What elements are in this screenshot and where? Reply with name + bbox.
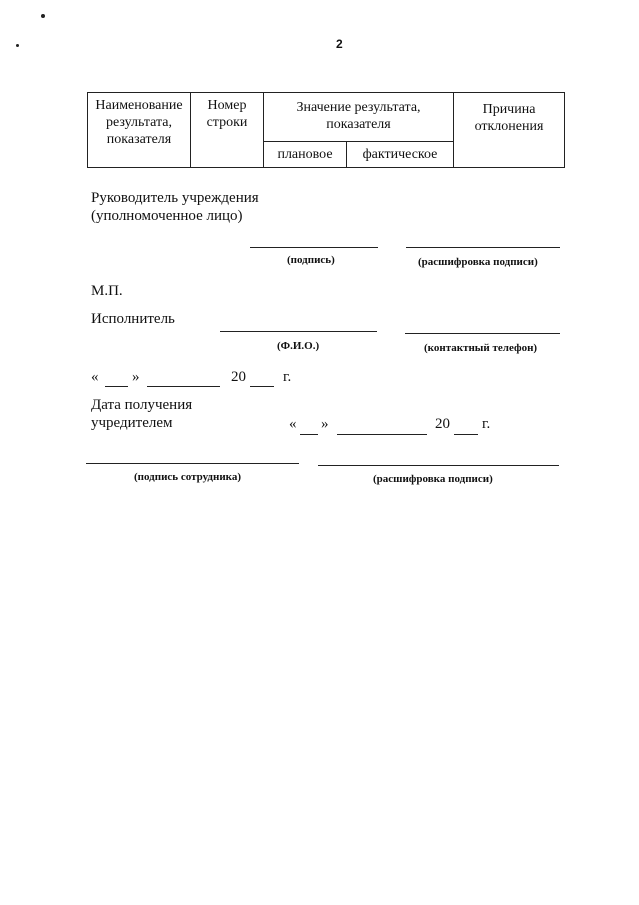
- header-reason: Причина отклонения: [454, 93, 565, 168]
- head-decoding-caption: (расшифровка подписи): [418, 256, 538, 268]
- receipt-label: Дата получения учредителем: [91, 397, 193, 431]
- receipt-year-suffix: г.: [482, 416, 491, 432]
- employee-signature-caption: (подпись сотрудника): [134, 471, 242, 483]
- employee-decoding-caption: (расшифровка подписи): [373, 473, 493, 485]
- stamp-label: М.П.: [91, 283, 123, 299]
- receipt-day-line: [300, 434, 318, 435]
- receipt-open-quote: «: [289, 416, 297, 432]
- receipt-month-line: [337, 434, 427, 435]
- receipt-year-prefix: 20: [435, 416, 450, 432]
- head-label: Руководитель учреждения (уполномоченное лицо): [91, 190, 259, 224]
- head-signature-caption: (подпись): [287, 254, 335, 266]
- scan-speck: [16, 44, 19, 47]
- header-name: Наименование результата, показателя: [88, 93, 191, 168]
- receipt-close-quote: »: [321, 416, 329, 432]
- executor-phone-line: [405, 333, 560, 334]
- date-year-suffix: г.: [283, 369, 292, 385]
- date-year-prefix: 20: [231, 369, 246, 385]
- header-value: Значение результата, показателя: [264, 93, 454, 142]
- header-actual: фактическое: [347, 142, 454, 168]
- date-open-quote: «: [91, 369, 99, 385]
- executor-fio-line: [220, 331, 377, 332]
- executor-fio-caption: (Ф.И.О.): [277, 340, 320, 352]
- date-close-quote: »: [132, 369, 140, 385]
- employee-decoding-line: [318, 465, 559, 466]
- head-decoding-line: [406, 247, 560, 248]
- date-day-line: [105, 386, 128, 387]
- date-month-line: [147, 386, 220, 387]
- head-signature-line: [250, 247, 378, 248]
- page-number: 2: [336, 37, 343, 51]
- scan-speck: [41, 14, 45, 18]
- results-table: [87, 92, 565, 168]
- header-row-number: Номер строки: [191, 93, 264, 168]
- header-planned: плановое: [264, 142, 347, 168]
- executor-label: Исполнитель: [91, 311, 175, 327]
- date-year-line: [250, 386, 274, 387]
- receipt-year-line: [454, 434, 478, 435]
- employee-signature-line: [86, 463, 299, 464]
- executor-phone-caption: (контактный телефон): [424, 342, 538, 354]
